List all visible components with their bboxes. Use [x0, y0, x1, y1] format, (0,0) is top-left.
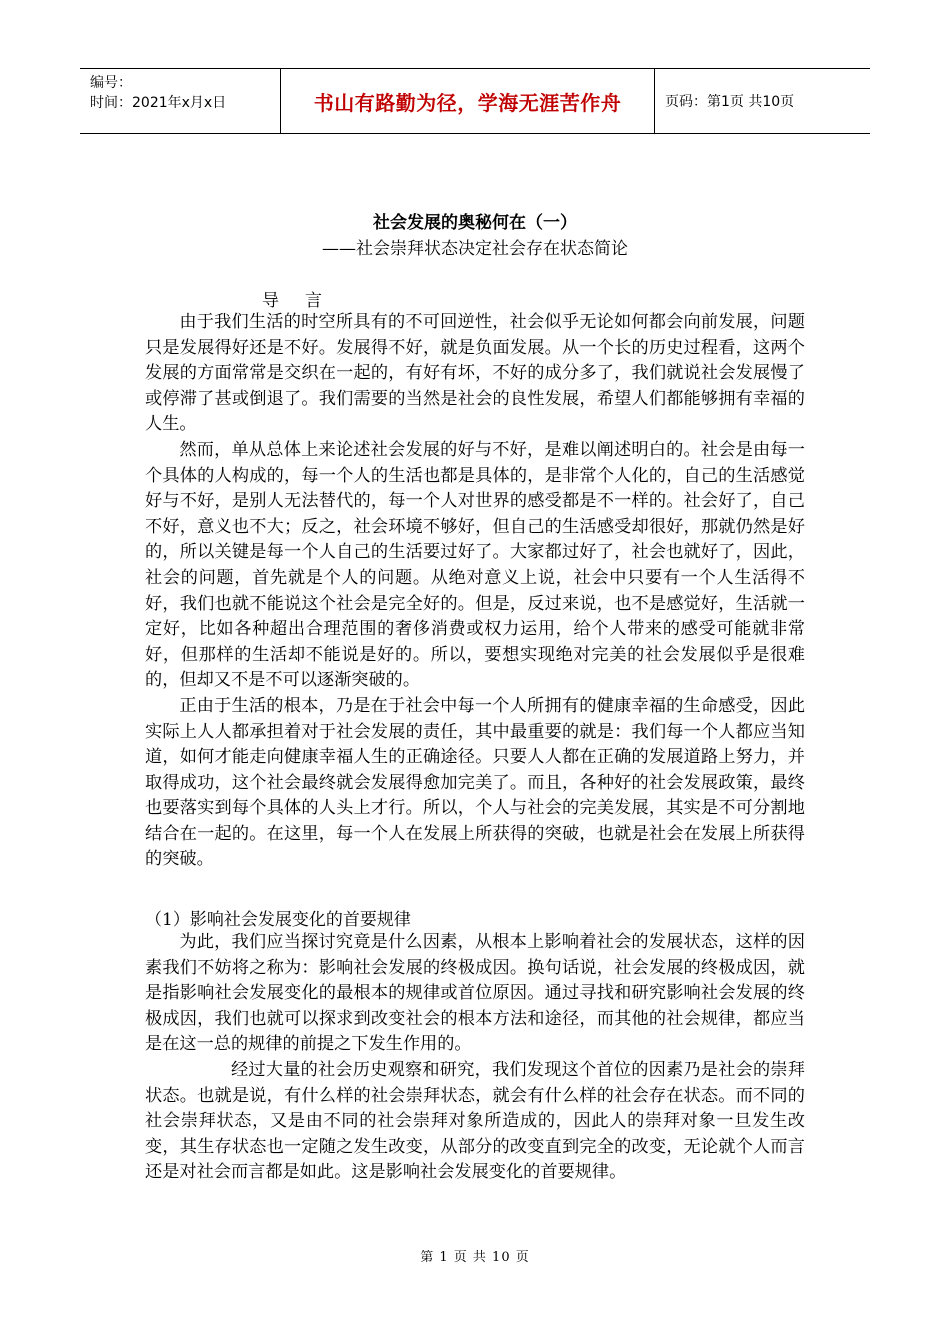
document-subtitle: ——社会崇拜状态决定社会存在状态简论	[322, 239, 628, 259]
paragraph: 正由于生活的根本，乃是在于社会中每一个人所拥有的健康幸福的生命感受，因此实际上人人都承担着对于社会发展的责任，其中最重要的就是：我们每一个人都应当知道，如何才能走向健康幸福人生的正确途径。只要人人都在正确的发展道路上努力，并取得成功，这个社会最终就会发展得愈加完美了。而且，各种好的社会发展政策，最终也要落实到每个具体的人头上才行。所以，个人与社会的完美发展，其实是不可分割地结合在一起的。在这里，每一个人在发展上所获得的突破，也就是社会在发展上所获得的突破。	[145, 695, 805, 870]
header-motto: 书山有路勤为径，学海无涯苦作舟	[313, 90, 622, 115]
header-page-info: 页码：第1页 共10页	[665, 94, 795, 110]
paragraph: 为此，我们应当探讨究竟是什么因素，从根本上影响着社会的发展状态，这样的因素我们不妨将之称为：影响社会发展的终极成因。换句话说，社会发展的终极成因，就是指影响社会发展变化的最根本的规律或首位原因。通过寻找和研究影响社会发展的终极成因，我们也就可以探求到改变社会的根本方法和途径，而其他的社会规律，都应当是在这一总的规律的前提之下发生作用的。	[145, 932, 805, 1055]
document-title: 社会发展的奥秘何在（一）	[373, 213, 577, 233]
page-footer: 第 1 页 共 10 页	[420, 1250, 530, 1265]
paragraph: 经过大量的社会历史观察和研究，我们发现这个首位的因素乃是社会的崇拜状态。也就是说，有什么样的社会崇拜状态，就会有什么样的社会存在状态。而不同的社会崇拜状态，又是由不同的社会崇拜对象所造成的，因此人的崇拜对象一旦发生改变，其生存状态也一定随之发生改变，从部分的改变直到完全的改变，无论就个人而言还是对社会而言都是如此。这是影响社会发展变化的首要规律。	[145, 1059, 805, 1183]
header-meta	[80, 69, 281, 133]
intro-body	[145, 310, 805, 873]
header-page-info-cell	[655, 69, 870, 133]
section1-body	[145, 930, 805, 1186]
intro-heading: 导言	[262, 291, 348, 311]
page-header	[80, 68, 870, 134]
paragraph: 由于我们生活的时空所具有的不可回逆性，社会似乎无论如何都会向前发展，问题只是发展得好还是不好。发展得不好，就是负面发展。从一个长的历史过程看，这两个发展的方面常常是交织在一起的，有好有坏，不好的成分多了，我们就说社会发展慢了或停滞了甚或倒退了。我们需要的当然是社会的良性发展，希望人们都能够拥有幸福的人生。	[145, 312, 805, 435]
paragraph: 然而，单从总体上来论述社会发展的好与不好，是难以阐述明白的。社会是由每一个具体的人构成的，每一个人的生活也都是具体的，是非常个人化的，自己的生活感觉好与不好，是别人无法替代的，每一个人对世界的感受都是不一样的。社会好了，自己不好，意义也不大；反之，社会环境不够好，但自己的生活感受却很好，那就仍然是好的，所以关键是每一个人自己的生活要过好了。大家都过好了，社会也就好了，因此，社会的问题，首先就是个人的问题。从绝对意义上说，社会中只要有一个人生活得不好，我们也就不能说这个社会是完全好的。但是，反过来说，也不是感觉好，生活就一定好，比如各种超出合理范围的奢侈消费或权力运用，给个人带来的感受可能就非常好，但那样的生活却不能说是好的。所以，要想实现绝对完美的社会发展似乎是很难的，但却又不是不可以逐渐突破的。	[145, 439, 805, 691]
header-motto-cell	[281, 69, 655, 133]
section-heading: （1）影响社会发展变化的首要规律	[145, 910, 411, 930]
document-date-label: 时间：2021年x月x日	[90, 95, 227, 111]
document-number-label: 编号：	[90, 75, 132, 91]
